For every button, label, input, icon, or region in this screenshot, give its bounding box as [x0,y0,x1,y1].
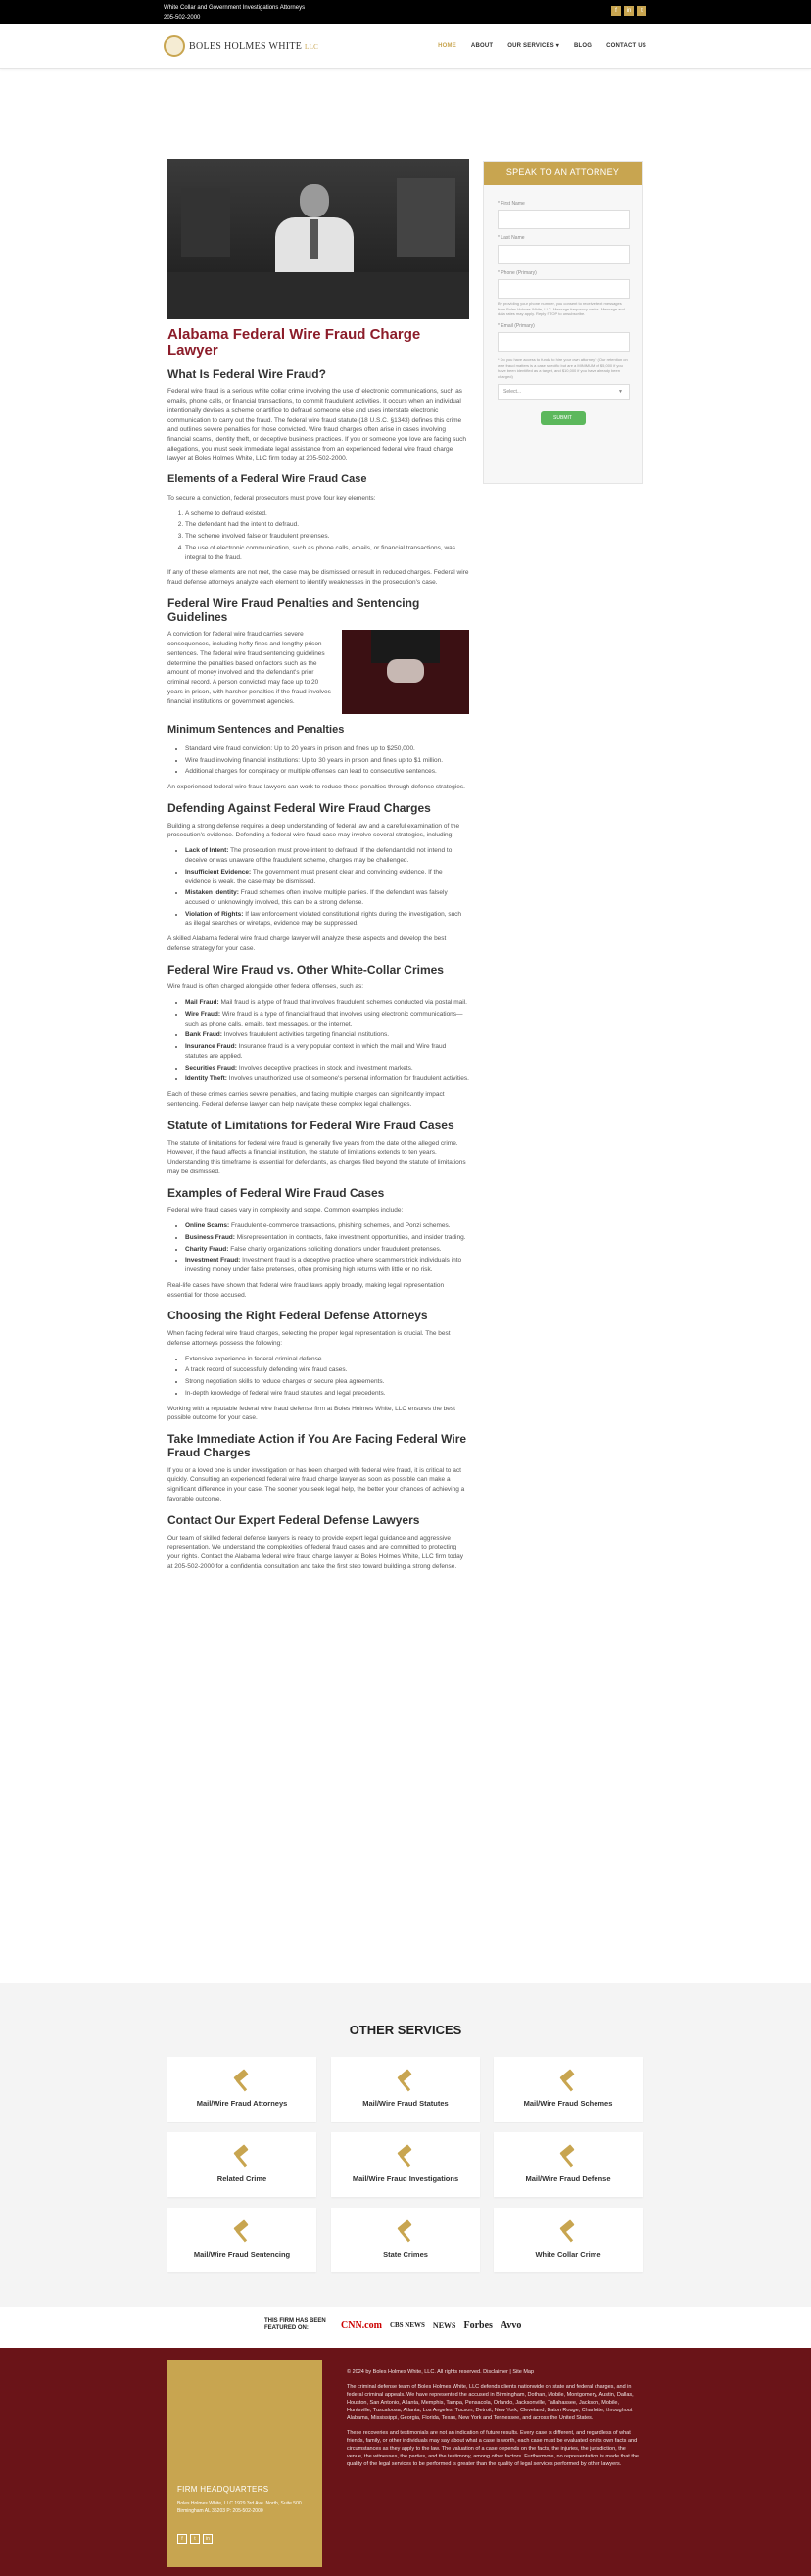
service-card[interactable]: Mail/Wire Fraud Statutes [331,2057,480,2122]
heading-minimum: Minimum Sentences and Penalties [167,724,345,737]
last-name-label: * Last Name [498,235,525,241]
gavel-icon [394,2219,417,2243]
para-what-is: Federal wire fraud is a serious white collar crime involving the use of electronic communications, such as emails, phone calls, or financial transactions, to commit fraudulent activities. It occurs when an individual intentionally devises a scheme or artifice to defraud someone else and uses interstate electronic communication to carry out the fraud. The federal wire fraud statute (18 U.S.C. §1343) defines this crime and outlines severe penalties for those convicted. Wire fraud charges often arise in cases involving financial scams, identity theft, or deceptive business practices. If you or someone you love are facing such allegations, you must seek immediate legal assistance from an experienced federal wire fraud charge lawyer at Boles Holmes White, LLC firm today at 205-502-2000. [167,388,466,462]
footer-text [347,2369,643,2476]
list-item: • Insurance Fraud: Insurance fraud is a very popular context in which the mail and Wire fraud statutes are applied. [185,1042,469,1062]
featured-logos [341,2318,521,2333]
list-item: • Online Scams: Fraudulent e-commerce transactions, phishing schemes, and Ponzi schemes. [185,1221,469,1231]
heading-what-is: What Is Federal Wire Fraud? [167,366,326,381]
list-item: • Business Fraud: Misrepresentation in contracts, fake investment opportunities, and insider trading. [185,1233,469,1243]
para-versus-intro: Wire fraud is often charged alongside other federal offenses, such as: [167,983,364,991]
top-bar-tagline: White Collar and Government Investigations Attorneys [164,5,306,11]
list-item: • A track record of successfully defending wire fraud cases. [185,1365,469,1375]
para-defending-outro: A skilled Alabama federal wire fraud charge lawyer will analyze these aspects and develop the best defense strategy for your case. [167,935,447,952]
list-item: • Bank Fraud: Involves fraudulent activities targeting financial institutions. [185,1030,469,1040]
para-elements-outro: If any of these elements are not met, the case may be dismissed or result in reduced charges. Federal wire fraud defense attorneys analyze each element to identify weaknesses in the prosecution's case. [167,569,469,587]
elements-list [167,509,469,563]
other-services-heading: OTHER SERVICES [349,2023,462,2037]
para-minimum-outro: An experienced federal wire fraud lawyers can work to reduce these penalties through defense strategies. [167,784,465,791]
phone-consent-note: By providing your phone number, you consent to receive text messages from Boles Holmes White, LLC. Message frequency varies. Message and data rates may apply. Reply STOP to unsubscribe. [498,301,625,317]
form-title: SPEAK TO AN ATTORNEY [484,162,642,185]
choosing-list [167,1355,469,1399]
main-area [0,69,811,2542]
first-name-label: * First Name [498,200,525,207]
heading-defending: Defending Against Federal Wire Fraud Charges [167,800,431,815]
logo-name: BOLES HOLMES WHITE LLC [189,40,319,52]
linkedin-icon[interactable]: in [624,6,634,16]
facebook-icon[interactable]: f [611,6,621,16]
other-services-section [0,1983,811,2307]
page-title: Alabama Federal Wire Fraud Charge Lawyer [167,326,421,358]
list-item: • Investment Fraud: Investment fraud is a deceptive practice where scammers trick individuals into investing money under false pretenses, often promising high returns with little or no risk. [185,1256,469,1275]
site-footer [0,2348,811,2576]
list-item: • Lack of Intent: The prosecution must prove intent to defraud. If the defendant did not intend to deceive or was unaware of the fraudulent scheme, charges may be challenged. [185,846,469,866]
para-choosing-intro: When facing federal wire fraud charges, selecting the proper legal representation is crucial. The best defense attorneys possess the following: [167,1330,451,1347]
logo-seal-icon [164,35,185,57]
contact-form-sidebar [483,161,643,484]
hq-title: FIRM HEADQUARTERS [177,2485,269,2494]
heading-action: Take Immediate Action if You Are Facing Federal Wire Fraud Charges [167,1432,467,1459]
para-statute: The statute of limitations for federal wire fraud is generally five years from the date of the alleged crime. However, if the fraud affects a financial institution, the statute of limitations extends to ten years. Understanding this timeframe is essential for defendants, as charges filed beyond the statute of limitations may be dismissed. [167,1139,466,1175]
gavel-icon [556,2069,580,2092]
list-item: • Securities Fraud: Involves deceptive practices in stock and investment markets. [185,1064,469,1073]
forbes-logo: Forbes [463,2320,493,2331]
funds-select[interactable]: Select... ▼ [498,384,630,400]
handcuffs-photo [342,630,469,714]
service-card[interactable]: Mail/Wire Fraud Defense [494,2132,643,2197]
heading-choosing: Choosing the Right Federal Defense Attorneys [167,1309,428,1323]
service-card[interactable]: Mail/Wire Fraud Attorneys [167,2057,316,2122]
para-penalties: A conviction for federal wire fraud carries severe consequences, including hefty fines and lengthy prison sentences. The federal wire fraud sentencing guidelines determine the penalties based on factors such as the amount of money involved and the defendant's prior criminal record. A person convicted may face up to 20 years in prison, with harsher penalties if the fraud involves financial institutions or government agencies. [167,631,331,705]
cnn-logo: CNN.com [341,2320,382,2331]
list-item: • Mail Fraud: Mail fraud is a type of fraud that involves fraudulent schemes conducted via postal mail. [185,998,469,1008]
para-elements-intro: To secure a conviction, federal prosecutors must prove four key elements: [167,494,376,501]
nav-home[interactable]: HOME [438,43,456,49]
featured-label: THIS FIRM HAS BEEN FEATURED ON: [264,2318,326,2332]
defending-list [167,846,469,929]
gavel-icon [230,2069,254,2092]
last-name-field[interactable] [498,245,630,264]
service-card[interactable]: Mail/Wire Fraud Schemes [494,2057,643,2122]
site-header [0,24,811,69]
service-card[interactable]: White Collar Crime [494,2208,643,2272]
cbs-news-logo: CBS NEWS [389,2321,425,2330]
para-choosing-outro: Working with a reputable federal wire fraud defense firm at Boles Holmes White, LLC ensures the best possible outcome for your case. [167,1405,455,1422]
firm-headquarters-box [167,2360,322,2567]
site-logo[interactable] [164,35,318,57]
versus-list [167,998,469,1084]
avvo-logo: Avvo [500,2320,522,2331]
minimum-list [167,744,469,777]
list-item: • Violation of Rights: If law enforcement violated constitutional rights during the investigation, such as illegal searches or wiretaps, evidence may be suppressed. [185,910,469,930]
first-name-field[interactable] [498,210,630,229]
heading-contact: Contact Our Expert Federal Defense Lawyers [167,1512,420,1527]
para-defending-intro: Building a strong defense requires a deep understanding of federal law and a careful examination of the prosecution's evidence. Defending a federal wire fraud case may involve several strategies, including: [167,822,460,839]
funds-question: * Do you have access to funds to hire your own attorney? (Our retention on wire fraud matters is a case specific but are a MINIMUM of $5,000 if you have been identified as a target, and $10,000 if you have already been charged) [498,358,628,380]
list-item: • Charity Fraud: False charity organizations soliciting donations under fraudulent pretenses. [185,1245,469,1255]
twitter-icon[interactable]: t [190,2534,200,2544]
list-item: • Wire Fraud: Wire fraud is a type of financial fraud that involves using electronic communications—such as phone calls, emails, text messages, or the internet. [185,1010,469,1029]
list-item: • Wire fraud involving financial institutions: Up to 30 years in prison and fines up to $1 million. [185,756,469,766]
nav-our-services[interactable]: OUR SERVICES ▾ [507,43,559,49]
list-item: • Insufficient Evidence: The government must present clear and convincing evidence. If the evidence is weak, the case may be dismissed. [185,868,469,887]
list-item: 3. The scheme involved false or fraudulent pretenses. [185,532,469,542]
service-card[interactable]: Mail/Wire Fraud Sentencing [167,2208,316,2272]
para-examples-intro: Federal wire fraud cases vary in complexity and scope. Common examples include: [167,1207,404,1215]
top-bar [0,0,811,24]
copyright: © 2024 by Boles Holmes White, LLC. All rights reserved. Disclaimer | Site Map [347,2369,535,2375]
nav-contact-us[interactable]: CONTACT US [606,43,646,49]
service-card[interactable]: Related Crime [167,2132,316,2197]
heading-examples: Examples of Federal Wire Fraud Cases [167,1185,385,1200]
list-item: • Identity Theft: Involves unauthorized use of someone's personal information for fraudulent activities. [185,1074,469,1084]
nav-blog[interactable]: BLOG [573,43,593,49]
heading-penalties: Federal Wire Fraud Penalties and Sentencing Guidelines [167,596,420,624]
gavel-icon [556,2144,580,2168]
main-nav [438,42,646,51]
service-card[interactable]: State Crimes [331,2208,480,2272]
phone-label: * Phone (Primary) [498,269,537,276]
footer-para-locations: The criminal defense team of Boles Holmes White, LLC defends clients nationwide on state and federal charges, and in federal criminal appeals. We have represented the accused in Birmingham, Dothan, Mobile, Montgomery, Austin, Dallas, Houston, San Antonio, Atlanta, Memphis, Tampa, Pensacola, Orlando, Jacksonville, Tallahassee, Jackson, Mobile, Huntsville, Tuscaloosa, Atlanta, Los Angeles, Tucson, Detroit, New York, Cleveland, Baton Rouge, Charlotte, throughout Alabama, Mississippi, Georgia, Florida, Texas, New York and Tennessee, and across the United States. [347,2383,634,2421]
gavel-icon [230,2144,254,2168]
examples-list [167,1221,469,1275]
heading-statute: Statute of Limitations for Federal Wire Fraud Cases [167,1118,454,1132]
list-item: 4. The use of electronic communication, such as phone calls, emails, or financial transactions, was integral to the fraud. [185,544,469,563]
gavel-icon [394,2069,417,2092]
gavel-icon [230,2219,254,2243]
facebook-icon[interactable]: f [177,2534,187,2544]
footer-social [177,2534,213,2544]
para-versus-outro: Each of these crimes carries severe penalties, and facing multiple charges can significantly impact sentencing. Federal defense lawyer can help navigate these complex legal challenges. [167,1091,445,1108]
heading-elements: Elements of a Federal Wire Fraud Case [167,473,367,486]
nbc-news-logo: NEWS [432,2320,456,2330]
list-item: • Additional charges for conspiracy or multiple offenses can lead to consecutive sentences. [185,767,469,777]
list-item: • Mistaken Identity: Fraud schemes often involve multiple parties. If the defendant was falsely accused or unknowingly involved, this can be a strong defense. [185,888,469,908]
article-content [167,159,469,1578]
chevron-down-icon: ▼ [618,388,623,395]
para-action: If you or a loved one is under investigation or has been charged with federal wire fraud, it is critical to act quickly. Consulting an experienced federal wire fraud charge lawyer as soon as possible can make a significant difference in your case. The sooner you seek legal help, the better your chances of achieving a favorable outcome. [167,1466,465,1503]
email-field[interactable] [498,332,630,352]
list-item: 2. The defendant had the intent to defraud. [185,520,469,530]
attorney-photo [167,159,469,319]
top-bar-phone[interactable]: 205-502-2000 [164,15,201,21]
top-bar-social [611,6,646,16]
featured-on-bar [0,2307,811,2348]
list-item: • Standard wire fraud conviction: Up to 20 years in prison and fines up to $250,000. [185,744,469,754]
service-card[interactable]: Mail/Wire Fraud Investigations [331,2132,480,2197]
list-item: • In-depth knowledge of federal wire fraud statutes and legal precedents. [185,1389,469,1399]
list-item: • Extensive experience in federal criminal defense. [185,1355,469,1364]
twitter-icon[interactable]: t [637,6,646,16]
hq-address: Boles Holmes White, LLC 1929 3rd Ave. North, Suite 500 Birmingham AL 35203 P: 205-502-2000 [177,2501,302,2514]
para-contact: Our team of skilled federal defense lawyers is ready to provide expert legal guidance and aggressive representation. We understand the complexities of federal fraud cases and are committed to protecting your rights. Contact the Alabama federal wire fraud charge lawyer at Boles Holmes White, LLC firm today at 205-502-2000 for a confidential consultation and take the first step toward building a strong defense. [167,1534,464,1570]
submit-button[interactable]: SUBMIT [541,411,586,425]
gavel-icon [394,2144,417,2168]
para-examples-outro: Real-life cases have shown that federal wire fraud laws apply broadly, making legal representation essential for those accused. [167,1281,445,1299]
nav-about[interactable]: ABOUT [470,43,494,49]
list-item: 1. A scheme to defraud existed. [185,509,469,519]
linkedin-icon[interactable]: in [203,2534,213,2544]
email-label: * Email (Primary) [498,322,535,329]
gavel-icon [556,2219,580,2243]
heading-versus: Federal Wire Fraud vs. Other White-Collar Crimes [167,962,444,977]
list-item: • Strong negotiation skills to reduce charges or secure plea agreements. [185,1377,469,1387]
phone-field[interactable] [498,279,630,299]
footer-para-disclaimer: These recoveries and testimonials are not an indication of future results. Every case is different, and regardless of what friends, family, or other individuals may say about what a case is worth, each case must be evaluated on its own facts and circumstances as they apply to the law. The valuation of a case depends on the facts, the injuries, the jurisdiction, the venue, the witnesses, the parties, and the testimony, among other factors. Furthermore, no representation is made that the quality of the legal services to be performed is greater than the quality of legal services performed by other lawyers. [347,2429,639,2467]
